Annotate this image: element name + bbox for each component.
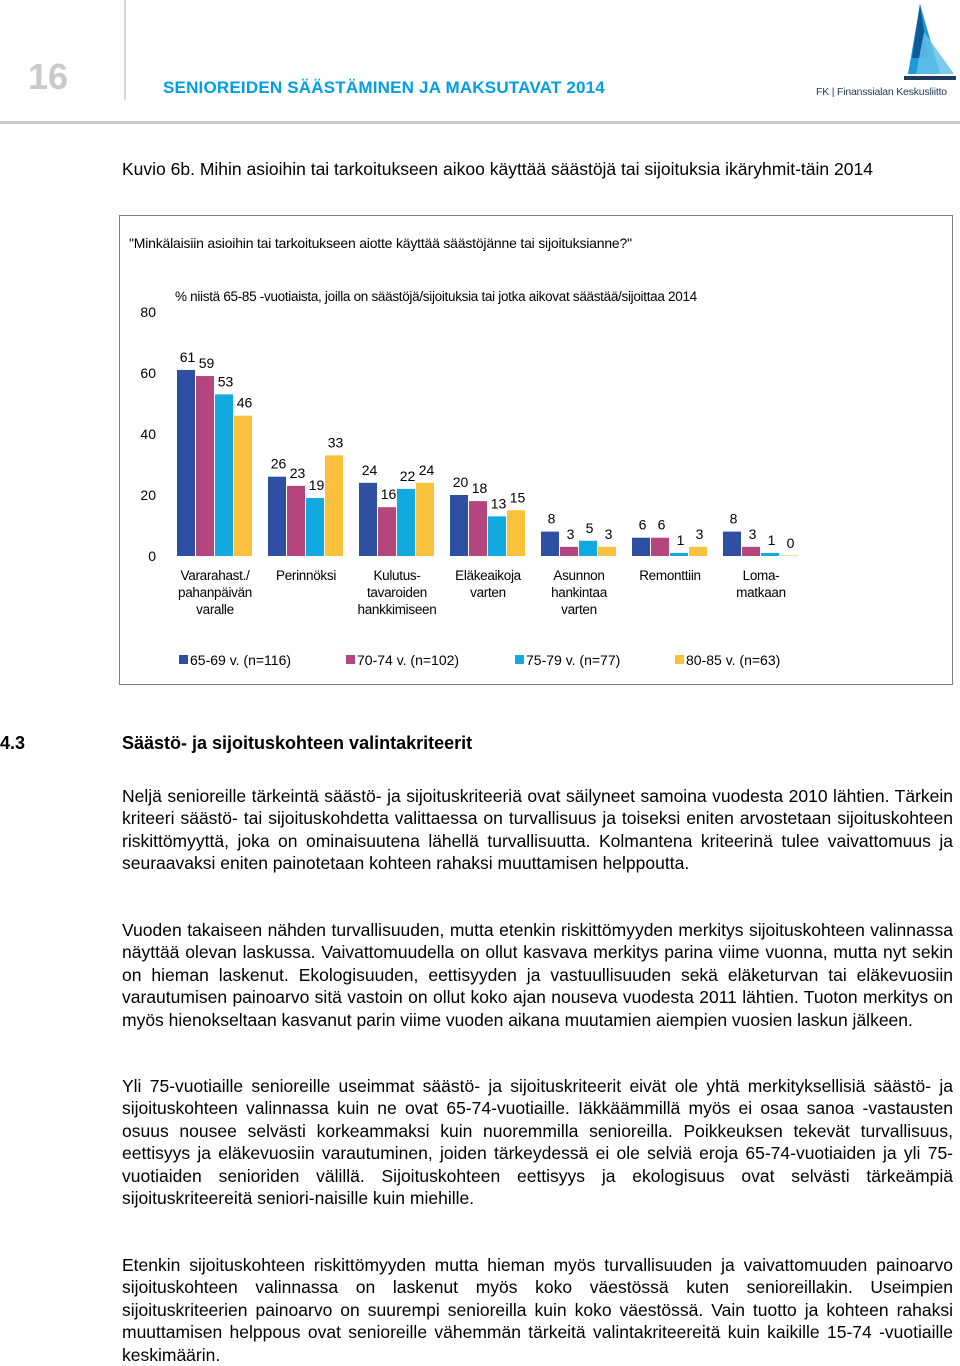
category-label: pahanpäivän bbox=[177, 585, 253, 600]
bar-value-label: 59 bbox=[198, 355, 215, 372]
bar-value-label: 15 bbox=[509, 489, 526, 506]
bar bbox=[234, 416, 252, 556]
logo-base-shape bbox=[904, 76, 956, 80]
legend-label: 80-85 v. (n=63) bbox=[686, 652, 781, 668]
category-label: varten bbox=[470, 585, 506, 600]
paragraph-4: Etenkin sijoituskohteen riskittömyyden mutta hieman myös turvallisuuden ja vaivattomuuden painoarvo sijoituskohteen valinnassa on laskenut myös koko väestössä kuten senioreillakin. Useimpien sijoituskriteerien painoarvo on suurempi senioreilla kuin koko väestössä. Vain tuotto ja kohteen rahaksi muuttamisen helppous ovat senioreille vähemmän tärkeitä valintakriteereitä kuin kaikille 15-74 -vuotiaille keskimäärin. bbox=[122, 1255, 953, 1365]
bar-value-label: 3 bbox=[566, 525, 575, 542]
bar-value-label: 5 bbox=[585, 519, 594, 536]
paragraph-3: Yli 75-vuotiaille senioreille useimmat säästö- ja sijoituskriteerit eivät ole yhtä merkityksellisiä säästö- ja sijoituskohteen valinnassa kuin ne ovat 65-74-vuotiaille. Iäkkäämmillä myös ei osaa sanoa -vastausten osuus nousee selvästi korkeammaksi kuin nuoremmilla senioreilla. Poikkeuksen tekevät turvallisuus, eettisyys ja eläkevuosiin varautuminen, joiden tärkeydessä ei ole selviä eroja 65-74-vuotiaiden ja yli 75-vuotiaiden senioriden välillä. Sijoituskohteen eettisyys ja ekologisuus ovat selvästi tärkeämpiä sijoituskriteereitä seniori-naisille kuin miehille. bbox=[122, 1076, 953, 1209]
bar bbox=[196, 376, 214, 556]
bar-value-label: 24 bbox=[418, 461, 435, 478]
bar bbox=[761, 553, 779, 556]
paragraph-2: Vuoden takaiseen nähden turvallisuuden, mutta etenkin riskittömyyden merkitys sijoituskohteen valinnassa näyttää olevan laskussa. Vaivattomuudella on ollut kasvava merkitys parina viime vuonna, mutta nyt sekin on hieman laskenut. Ekologisuuden, eettisyyden ja vastuullisuuden sekä eläketurvan tai eläkevuosiin varautumisen painoarvo sitä vastoin on ollut koko ajan nouseva vuodesta 2011 lähtien. Tuoton merkitys on myös hienokseltaan kasvanut parin viime vuoden aikana muutamien aiempien vuosien laskun jälkeen. bbox=[122, 920, 953, 1030]
bar bbox=[541, 532, 559, 556]
bar bbox=[780, 556, 798, 557]
y-tick-label: 60 bbox=[140, 365, 156, 381]
bar bbox=[689, 547, 707, 556]
bar bbox=[450, 495, 468, 556]
bar-value-label: 8 bbox=[729, 510, 738, 527]
bar-value-label: 19 bbox=[308, 477, 325, 494]
category-label: hankintaa bbox=[551, 585, 607, 600]
bar-value-label: 13 bbox=[490, 495, 507, 512]
bar bbox=[306, 498, 324, 556]
y-tick-label: 0 bbox=[148, 548, 156, 564]
bar-value-label: 24 bbox=[361, 461, 378, 478]
bar-value-label: 46 bbox=[236, 394, 253, 411]
bar bbox=[177, 370, 195, 556]
bar bbox=[488, 516, 506, 556]
bar bbox=[560, 547, 578, 556]
bar bbox=[378, 507, 396, 556]
bar-value-label: 8 bbox=[547, 510, 556, 527]
section-title: Säästö- ja sijoituskohteen valintakriteerit bbox=[122, 733, 473, 753]
y-tick-label: 80 bbox=[140, 304, 156, 320]
legend-label: 65-69 v. (n=116) bbox=[190, 652, 292, 668]
bar-value-label: 53 bbox=[217, 373, 234, 390]
bar-value-label: 33 bbox=[327, 434, 344, 451]
y-tick-label: 40 bbox=[140, 426, 156, 442]
legend-label: 75-79 v. (n=77) bbox=[526, 652, 621, 668]
bar-value-label: 6 bbox=[657, 516, 666, 533]
chart-title: % niistä 65-85 -vuotiaista, joilla on säästöjä/sijoituksia tai jotka aikovat säästää/sijoittaa 2014 bbox=[175, 289, 697, 304]
legend-swatch bbox=[515, 655, 524, 664]
paragraph-1: Neljä senioreille tärkeintä säästö- ja sijoituskriteeriä ovat säilyneet samoina vuodesta 2010 lähtien. Tärkein kriteeri säästö- tai sijoituskohdetta valittaessa on turvallisuus ja toiseksi eniten arvostetaan sijoituskohteen riskittömyyttä, joka on ominaisuutena lähellä turvallisuutta. Kolmantena kriteerinä tulee vaivattomuus ja seuraavaksi eniten painotetaan kohteen rahaksi muuttamisen helppoutta. bbox=[122, 786, 953, 874]
bar-chart bbox=[119, 215, 953, 685]
bar-value-label: 23 bbox=[289, 464, 306, 481]
bar bbox=[723, 532, 741, 556]
legend-label: 70-74 v. (n=102) bbox=[357, 652, 460, 668]
bar-value-label: 22 bbox=[399, 467, 416, 484]
bar bbox=[359, 483, 377, 556]
legend-swatch bbox=[675, 655, 684, 664]
category-label: Remonttiin bbox=[639, 568, 701, 583]
category-label: Loma- bbox=[742, 568, 780, 583]
legend-swatch bbox=[346, 655, 355, 664]
y-tick-label: 20 bbox=[140, 487, 156, 503]
bar bbox=[670, 553, 688, 556]
bar-value-label: 3 bbox=[695, 525, 704, 542]
legend-swatch bbox=[179, 655, 188, 664]
header-divider bbox=[124, 0, 126, 100]
bar-value-label: 20 bbox=[452, 474, 469, 490]
logo-text: FK | Finanssialan Keskusliitto bbox=[816, 86, 947, 98]
bar bbox=[632, 538, 650, 556]
section-number: 4.3 bbox=[0, 733, 26, 753]
bar-value-label: 61 bbox=[179, 348, 196, 365]
bar-value-label: 16 bbox=[380, 486, 397, 503]
bar-value-label: 3 bbox=[748, 525, 757, 542]
bar bbox=[507, 510, 525, 556]
bar bbox=[397, 489, 415, 556]
bar-value-label: 0 bbox=[786, 535, 795, 551]
category-label: Eläkeaikoja bbox=[455, 568, 521, 583]
category-label: Kulutus- bbox=[373, 568, 421, 583]
bar-value-label: 6 bbox=[638, 516, 647, 533]
figure-caption: Kuvio 6b. Mihin asioihin tai tarkoitukseen aikoo käyttää säästöjä tai sijoituksia ikäryhmit-täin 2014 bbox=[122, 159, 873, 179]
category-label: hankkimiseen bbox=[357, 602, 437, 617]
bar bbox=[287, 486, 305, 556]
category-label: Vararahast./ bbox=[180, 568, 250, 583]
running-title: SENIOREIDEN SÄÄSTÄMINEN JA MAKSUTAVAT 2014 bbox=[163, 78, 605, 97]
bar-value-label: 1 bbox=[767, 531, 776, 548]
bar bbox=[598, 547, 616, 556]
category-label: Asunnon bbox=[553, 568, 605, 583]
header-rule bbox=[0, 121, 960, 124]
bar bbox=[268, 477, 286, 556]
bar bbox=[469, 501, 487, 556]
bar-value-label: 1 bbox=[676, 531, 685, 548]
chart-question: "Minkälaisiin asioihin tai tarkoitukseen aiotte käyttää säästöjänne tai sijoituksianne?" bbox=[129, 235, 632, 251]
bar bbox=[215, 394, 233, 556]
category-label: Perinnöksi bbox=[275, 568, 337, 583]
category-label: varalle bbox=[196, 602, 234, 617]
page-number: 16 bbox=[28, 56, 69, 97]
category-label: matkaan bbox=[736, 585, 786, 600]
bar-value-label: 18 bbox=[471, 480, 488, 497]
category-label: varten bbox=[561, 602, 597, 617]
bar-value-label: 3 bbox=[604, 525, 613, 542]
bar bbox=[416, 483, 434, 556]
bar bbox=[651, 538, 669, 556]
bar bbox=[325, 455, 343, 556]
section-heading bbox=[0, 733, 473, 754]
bar-value-label: 26 bbox=[270, 455, 287, 472]
category-label: tavaroiden bbox=[366, 585, 428, 600]
bar bbox=[579, 541, 597, 556]
bar bbox=[742, 547, 760, 556]
